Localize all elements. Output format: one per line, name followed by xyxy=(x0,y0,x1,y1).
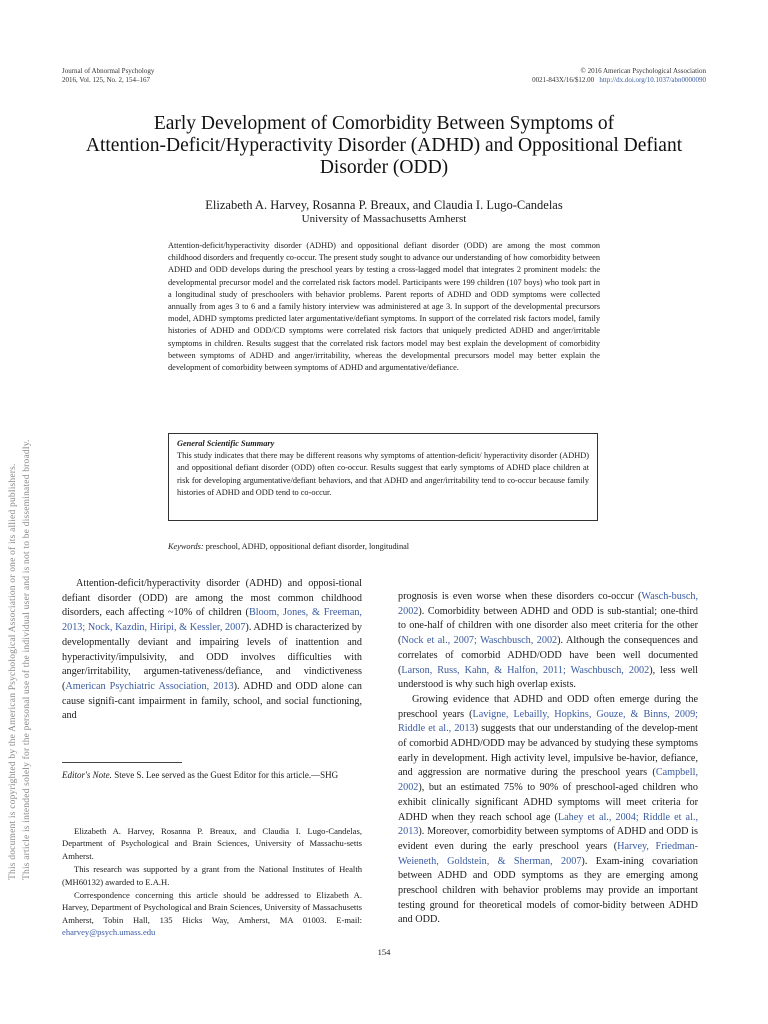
citation-link[interactable]: Lavigne, Lebailly, Hopkins, Gouze, & Binns, 2009; Riddle et al., 2013 xyxy=(398,708,698,735)
citation-link[interactable]: Wasch-busch, 2002 xyxy=(398,591,698,617)
issn: 0021-843X/16/$12.00 xyxy=(532,76,595,84)
body-text: ). Exam-ining covariation between ADHD and ODD symptoms as they are emerging among preschool children with behavior problems may provide an important testing ground for theoretical models of comor-bidity between ADHD and ODD. xyxy=(398,855,698,926)
body-text: ). ADHD is characterized by developmentally deviant and impairing levels of inattention and hyperactivity/impulsivity, and ODD involves difficulties with anger/irritability, argumen-tativeness/defiance, and vindictiveness ( xyxy=(62,622,363,692)
footnote-divider xyxy=(62,762,182,763)
title-line-3: Disorder (ODD) xyxy=(319,157,449,178)
citation-link[interactable]: Lahey et al., 2004; Riddle et al., 2013 xyxy=(398,811,699,838)
keywords xyxy=(168,541,409,553)
body-text: ). Comorbidity between ADHD and ODD is sub-stantial; one-third to one-half of children with one disorder also meet criteria for the other ( xyxy=(398,605,698,647)
body-text: ), less well understood is why such high overlap exists. xyxy=(398,664,698,691)
email-link[interactable]: eharvey@psych.umass.edu xyxy=(62,927,156,938)
journal-name: Journal of Abnormal Psychology xyxy=(62,67,155,75)
doi-link[interactable]: http://dx.doi.org/10.1037/abn0000090 xyxy=(599,76,706,84)
author-list: Elizabeth A. Harvey, Rosanna P. Breaux, and Claudia I. Lugo-Candelas xyxy=(205,198,563,212)
citation-link[interactable]: American Psychiatric Association, 2013 xyxy=(65,680,234,692)
abstract: Attention-deficit/hyperactivity disorder (ADHD) and oppositional defiant disorder (ODD) are among the most common childhood disorders and frequently co-occur. The present study sought to advance our understanding of how comorbidity between ADHD and ODD develops during the preschool years by testing a cross-lagged model that integrates 2 prominent models: the developmental precursor model and the correlated risk factors model. Participants were 199 children (107 boys) who took part in a longitudinal study of preschoolers with behavior problems. Parent reports of ADHD and ODD symptoms were collected annually from ages 3 to 6 and a family history interview was administered at age 3. In support of the developmental precursors model, ADHD symptoms predicted later argumentative/defiant symptoms. In support of the correlated risk factors model, family histories of ADHD and ODD/CD symptoms were correlated risk factors that uniquely predicted ADHD and anger/irritable symptoms in children. Results suggest that the correlated risk factors model may best explain the development of comorbidity between symptoms of ADHD and anger/irritability, whereas the developmental precursors model may better explain the development of comorbidity between symptoms of ADHD and argumentative/defiance. xyxy=(168,241,600,373)
body-text: ), but an estimated 75% to 90% of preschool-aged children who exhibit clinically significant ADHD symptoms will meet criteria for ADHD when they reach school age ( xyxy=(398,782,698,823)
copyright-watermark xyxy=(0,0,60,1024)
watermark-line-1: This document is copyrighted by the American Psychological Association or one of its allied publishers. xyxy=(8,463,18,880)
issn-doi-line xyxy=(532,76,706,85)
journal-header xyxy=(62,67,154,85)
page-number: 154 xyxy=(377,947,391,957)
intro-paragraph-1 xyxy=(62,577,362,724)
footnote-funding: This research was supported by a grant from the National Institutes of Health (MH60132) awarded to E.A.H. xyxy=(62,864,362,887)
footnote-text: Correspondence concerning this article should be addressed to Elizabeth A. Harvey, Department of Psychological and Brain Sciences, University of Massachusetts Amherst, Tobin Hall, 135 Hicks Way, Amherst, MA 01003. E-mail: xyxy=(62,890,362,925)
title-line-2: Attention-Deficit/Hyperactivity Disorder (ADHD) and Oppositional Defiant xyxy=(85,135,683,156)
editor-note-text: Steve S. Lee served as the Guest Editor for this article.—SHG xyxy=(111,770,339,780)
citation-link[interactable]: Nock et al., 2007; Waschbusch, 2002 xyxy=(401,635,558,647)
citation-link[interactable]: Campbell, 2002 xyxy=(398,767,698,794)
citation-link[interactable]: Larson, Russ, Kahn, & Halfon, 2011; Waschbusch, 2002 xyxy=(401,664,650,676)
citation-link[interactable]: Harvey, Friedman-Weieneth, Goldstein, & Sherman, 2007 xyxy=(398,840,698,867)
volume-info: 2016, Vol. 125, No. 2, 154–167 xyxy=(62,76,151,84)
intro-paragraph-2 xyxy=(398,693,698,928)
body-text: ). Although the consequences and correlates of comorbid ADHD/ODD have been well documented ( xyxy=(398,635,698,676)
body-column-left xyxy=(62,577,362,724)
title-line-1: Early Development of Comorbidity Between Symptoms of xyxy=(153,113,615,134)
general-scientific-summary xyxy=(168,433,598,521)
summary-body: This study indicates that there may be different reasons why symptoms of attention-deficit/ hyperactivity disorder (ADHD) and oppositional defiant disorder (ODD) often co-occur. Results suggest that early symptoms of ADHD place children at risk for developing argumentative/defiant behaviors, and that ADHD and anger/irritability tend to co-occur because family histories of ADHD and ODD tend to co-occur. xyxy=(177,451,589,497)
affiliation: University of Massachusetts Amherst xyxy=(301,213,467,225)
editor-note xyxy=(62,769,362,782)
body-column-right xyxy=(398,590,698,928)
citation-link[interactable]: Bloom, Jones, & Freeman, 2013; Nock, Kazdin, Hiripi, & Kessler, 2007 xyxy=(62,607,362,634)
body-text: ). Moreover, comorbidity between symptoms of ADHD and ODD is evident even during the early preschool years ( xyxy=(398,826,698,852)
body-text: ). ADHD and ODD alone can cause signifi-cant impairment in family, school, and social functioning, and xyxy=(62,680,362,722)
editor-note-label: Editor's Note. xyxy=(62,770,112,780)
footnote-affiliation: Elizabeth A. Harvey, Rosanna P. Breaux, and Claudia I. Lugo-Candelas, Department of Psychological and Brain Sciences, University of Massachu-setts Amherst. xyxy=(62,826,362,861)
keywords-text: preschool, ADHD, oppositional defiant disorder, longitudinal xyxy=(203,542,410,551)
watermark-line-2: This article is intended solely for the personal use of the individual user and is not to be disseminated broadly. xyxy=(22,439,32,880)
article-title xyxy=(60,113,708,179)
body-text: Attention-deficit/hyperactivity disorder (ADHD) and opposi-tional defiant disorder (ODD) are among the most common childhood disorders, each affecting ~10% of children ( xyxy=(62,578,362,619)
footnote-correspondence xyxy=(62,889,362,939)
copyright-header xyxy=(532,67,706,85)
body-text: prognosis is even worse when these disorders co-occur ( xyxy=(398,591,642,602)
copyright-line: © 2016 American Psychological Association xyxy=(580,67,706,75)
body-text: Growing evidence that ADHD and ODD often emerge during the preschool years ( xyxy=(398,693,698,720)
summary-title: General Scientific Summary xyxy=(177,439,275,448)
author-footnotes xyxy=(62,825,362,940)
body-text: ) suggests that our understanding of the develop-ment of comorbid ADHD/ODD may be advanced by studying these symptoms early in development. High activity level, impulsive be-havior, defiance, and aggression are normative during the preschool years ( xyxy=(398,723,699,779)
keywords-label: Keywords: xyxy=(168,542,204,551)
intro-paragraph-1-cont xyxy=(398,590,698,693)
